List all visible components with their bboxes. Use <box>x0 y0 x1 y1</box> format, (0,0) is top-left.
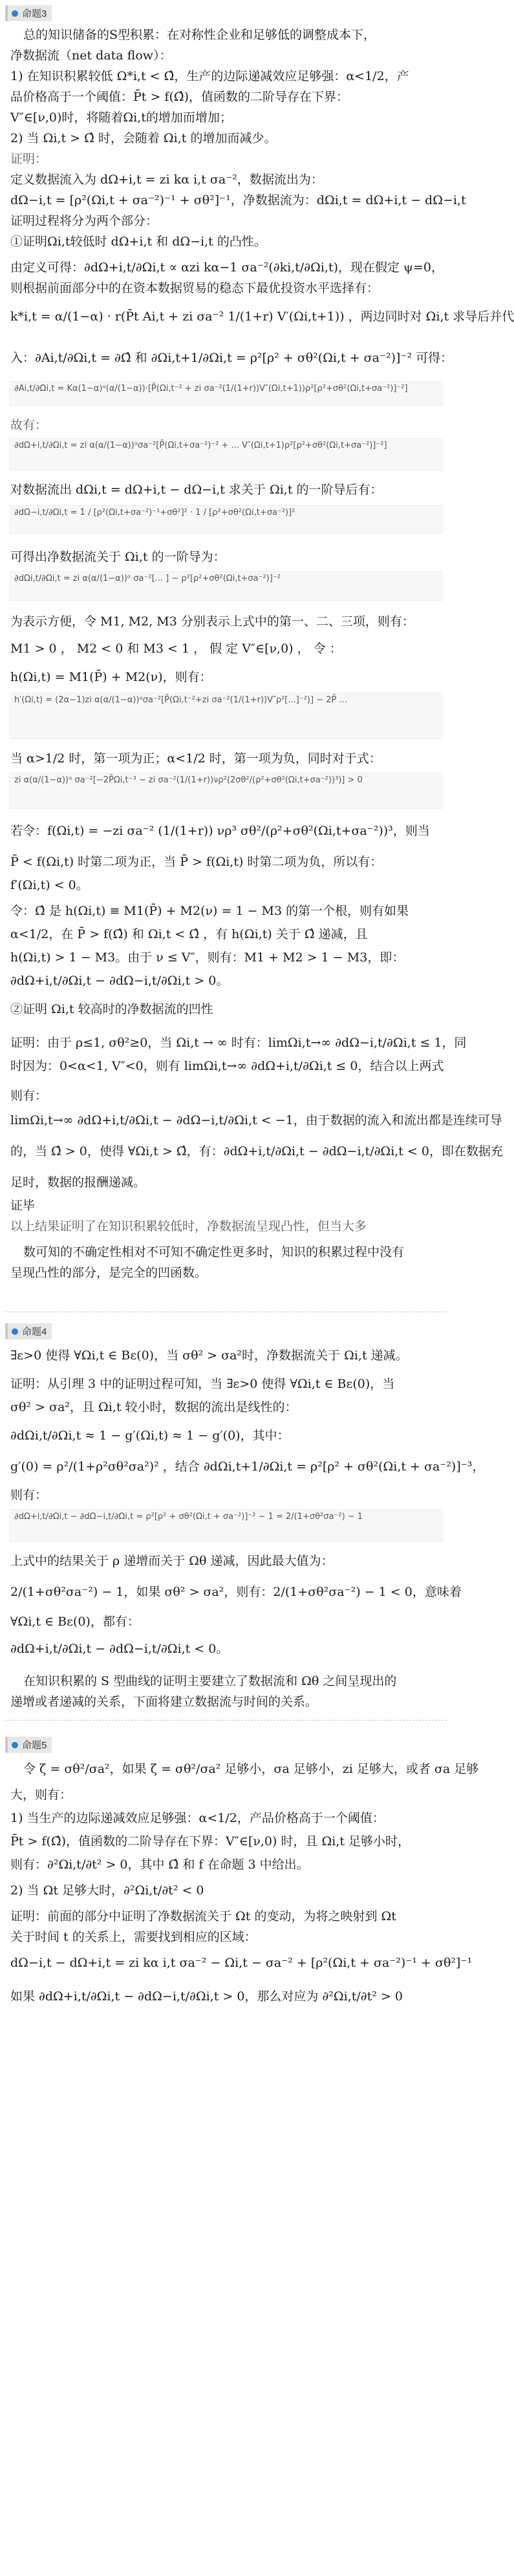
text-line: 由定义可得：∂dΩ+i,t/∂Ωi,t ∝ αzi kα−1 σa⁻²(∂ki,t/∂Ωi,t)，现在假定 ψ=0， <box>10 260 444 275</box>
text-line: 则有： <box>10 1488 48 1502</box>
text-line: dΩ−i,t = [ρ²(Ωi,t + σa⁻²)⁻¹ + σθ²]⁻¹，净数据流为：dΩi,t = dΩ+i,t − dΩ−i,t <box>10 193 466 207</box>
text-line: 入：∂Ai,t/∂Ωi,t = ∂Ω̂ 和 ∂Ωi,t+1/∂Ωi,t = ρ²[ρ² + σθ²(Ωi,t + σa⁻²)]⁻² 可得： <box>10 351 453 365</box>
text-line: 品价格高于一个阈值：P̄t > f(Ω̂)，值函数的二阶导存在下界： <box>10 90 349 104</box>
text-line: M1 > 0 ， M2 < 0 和 M3 < 1 ， 假 定 V″∈[ν,0) ， 令 ： <box>10 642 342 656</box>
text-line: 证明：从引理 3 中的证明过程可知，当 ∃ε>0 使得 ∀Ωi,t ∈ Bε(0)，当 <box>10 1377 395 1391</box>
text-line: 总的知识储备的S型积累：在对称性企业和足够低的调整成本下， <box>23 28 376 42</box>
proposition-4-title: 命题4 <box>22 1326 47 1337</box>
proposition-3-tag <box>5 5 52 21</box>
text-line: 大，则有： <box>10 1788 72 1802</box>
proposition-5-title: 命题5 <box>22 1740 47 1751</box>
text-line: 证明：由于 ρ≤1, σθ²≥0，当 Ωi,t → ∞ 时有：limΩi,t→∞ ∂dΩ−i,t/∂Ωi,t ≤ 1，同 <box>10 1036 467 1050</box>
bullet-dot-icon <box>12 10 18 17</box>
text-line: 证毕 <box>10 1199 36 1213</box>
proposition-5-section <box>0 1732 479 2571</box>
proposition-4-section <box>0 1318 485 1709</box>
text-line: g′(0) = ρ²/(1+ρ²σθ²σa²)² ，结合 ∂dΩi,t+1/∂Ωi,t = ρ²[ρ² + σθ²(Ωi,t + σa⁻²)]⁻³， <box>10 1460 485 1474</box>
text-line: f′(Ωi,t) < 0。 <box>10 878 89 892</box>
text-line: ①证明Ωi,t较低时 dΩ+i,t 和 dΩ−i,t 的凸性。 <box>10 235 266 249</box>
text-line: k*i,t = α/(1−α) · r(P̄t Ai,t + zi σa⁻² 1/(1+r) V′(Ωi,t+1)) ，两边同时对 Ωi,t 求导后并代 <box>10 309 514 324</box>
text-line: 对数据流出 dΩi,t = dΩ+i,t − dΩ−i,t 求关于 Ωi,t 的一阶导后有： <box>10 483 383 497</box>
text-line: 为表示方便，令 M1, M2, M3 分别表示上式中的第一、二、三项，则有： <box>10 614 414 629</box>
proposition-5-tag <box>5 1737 52 1753</box>
text-line: 上式中的结果关于 ρ 递增而关于 Ωθ 递减，因此最大值为： <box>10 1554 334 1568</box>
text-line: dΩ−i,t − dΩ+i,t = zi kα i,t σa⁻² − Ωi,t − σa⁻² + [ρ²(Ωi,t + σa⁻²)⁻¹ + σθ²]⁻¹ <box>10 1956 473 1970</box>
text-line: 证明：前面的部分中证明了净数据流关于 Ωt 的变动，为将之映射到 Ωt <box>10 1909 396 1923</box>
text-line: 则有： <box>10 1089 48 1103</box>
text-line: 递增或者递减的关系，下面将建立数据流与时间的关系。 <box>10 1695 318 1709</box>
text-line: 2) 当 Ωt 足够大时，∂²Ωi,t/∂t² < 0 <box>10 1883 204 1898</box>
text-line: 时因为：0<α<1, V″<0，则有 limΩi,t→∞ ∂dΩ+i,t/∂Ωi,t ≤ 0，结合以上两式 <box>10 1059 444 1073</box>
text-line: 则有：∂²Ωi,t/∂t² > 0，其中 Ω̂ 和 f 在命题 3 中给出。 <box>10 1858 309 1872</box>
equation-block: ∂dΩ−i,t/∂Ωi,t = 1 / [ρ²(Ωi,t+σa⁻²)⁻¹+σθ²]² · 1 / [ρ²+σθ²(Ωi,t+σa⁻²)]² <box>9 505 443 534</box>
text-line: h(Ωi,t) = M1(P̄) + M2(ν)，则有： <box>10 670 212 684</box>
text-line: α<1/2，在 P̄ > f(Ω̂) 和 Ωi,t < Ω̂ ，有 h(Ωi,t) 关于 Ω̂ 递减，且 <box>10 927 368 941</box>
text-line: ∂dΩ+i,t/∂Ωi,t − ∂dΩ−i,t/∂Ωi,t < 0。 <box>10 1642 229 1656</box>
equation-block: ∂dΩi,t/∂Ωi,t = zi α(α/(1−α))ᵅ σa⁻²[... ] − ρ²[ρ²+σθ²(Ωi,t+σa⁻²)]⁻² <box>9 571 443 601</box>
bullet-dot-icon <box>12 1328 18 1335</box>
qed-label: 以上结果证明了在知识积累较低时，净数据流呈现凸性，但当大多 <box>10 1219 367 1233</box>
text-line: σθ² > σa²，且 Ωi,t 较小时，数据的流出是线性的： <box>10 1400 297 1414</box>
text-line: 1) 当生产的边际递减效应足够强：α<1/2，产品价格高于一个阈值： <box>10 1811 385 1825</box>
text-line: 足时，数据的报酬递减。 <box>10 1175 146 1189</box>
text-line: 2) 当 Ωi,t > Ω̂ 时，会随着 Ωi,t 的增加而减少。 <box>10 131 277 145</box>
equation-block: h′(Ωi,t) = (2α−1)zi α(α/(1−α))ᵅσa⁻²[P̄(Ωi,t⁻²+zi σa⁻²(1/(1+r))V″ρ²[...]⁻²)] − 2P̄ ... <box>9 693 443 739</box>
text-line: 当 α>1/2 时，第一项为正；α<1/2 时，第一项为负，同时对于式： <box>10 751 381 766</box>
text-line: 关于时间 t 的关系上，需要找到相应的区域： <box>10 1930 257 1944</box>
text-line: 数可知的不确定性相对不可知不确定性更多时，知识的积累过程中没有 <box>23 1245 405 1259</box>
text-line: 1) 在知识积累较低 Ω*i,t < Ω̂，生产的边际递减效应足够强：α<1/2，产 <box>10 69 409 83</box>
equation-block: ∂dΩ+i,t/∂Ωi,t = zi α(α/(1−α))ᵅσa⁻²[P̄(Ωi,t+σa⁻²)⁻² + ... V″(Ωi,t+1)ρ²[ρ²+σθ²(Ωi,t+σa⁻²)]⁻²] <box>9 438 443 470</box>
proof-label: 证明： <box>10 152 48 166</box>
text-line: 令 ζ = σθ²/σa²，如果 ζ = σθ²/σa² 足够小，σa 足够小，zi 足够大，或者 σa 足够 <box>23 1762 479 1776</box>
text-line: h(Ωi,t) > 1 − M3。由于 ν ≤ V″，则有：M1 + M2 > 1 − M3，即： <box>10 950 405 965</box>
text-line: 的，当 Ω̂ > 0，使得 ∀Ωi,t > Ω̂，有：∂dΩ+i,t/∂Ωi,t − ∂dΩ−i,t/∂Ωi,t < 0，即在数据充 <box>10 1144 504 1158</box>
proposition-3-title: 命题3 <box>22 8 47 19</box>
text-line: P̄ < f(Ωi,t) 时第二项为正，当 P̄ > f(Ωi,t) 时第二项为负，所以有： <box>10 855 383 869</box>
equation-block: ∂dΩ+i,t/∂Ωi,t − ∂dΩ−i,t/∂Ωi,t ≈ ρ²[ρ² + σθ²(Ωi,t + σa⁻²)]⁻² − 1 = 2/(1+σθ²σa⁻²) − 1 <box>9 1509 443 1542</box>
text-line: 令：Ω̂ 是 h(Ωi,t) ≡ M1(P̄) + M2(ν) = 1 − M3 的第一个根，则有如果 <box>10 904 409 918</box>
text-line: 可得出净数据流关于 Ωi,t 的一阶导为： <box>10 550 226 564</box>
text-line: P̄t > f(Ω̂)，值函数的二阶导存在下界：V″∈[ν,0) 时，且 Ωi,t 足够小时， <box>10 1834 411 1848</box>
text-line: 故有： <box>10 418 48 432</box>
section-divider <box>5 1720 447 1721</box>
text-line: ∂dΩ+i,t/∂Ωi,t − ∂dΩ−i,t/∂Ωi,t > 0。 <box>10 974 229 988</box>
text-line: limΩi,t→∞ ∂dΩ+i,t/∂Ωi,t − ∂dΩ−i,t/∂Ωi,t < −1，由于数据的流入和流出都是连续可导 <box>10 1113 502 1127</box>
text-line: 证明过程将分为两个部分： <box>10 214 158 228</box>
proposition-4-tag <box>5 1323 52 1339</box>
text-line: 则根据前面部分中的在资本数据贸易的稳态下最优投资水平选择有： <box>10 281 380 295</box>
text-line: 若令：f(Ωi,t) = −zi σa⁻² (1/(1+r)) νρ³ σθ²/(ρ²+σθ²(Ωi,t+σa⁻²))³，则当 <box>10 824 430 838</box>
equation-block: ∂Ai,t/∂Ωi,t = Kα(1−α)ᵅ(α/(1−α))·[P̄(Ωi,t⁻² + zi σa⁻²(1/(1+r))V″(Ωi,t+1))ρ²[ρ²+σθ²(Ωi,t+σa⁻²)]⁻²] <box>9 381 443 406</box>
text-line: ∃ε>0 使得 ∀Ωi,t ∈ Bε(0)，当 σθ² > σa²时，净数据流关于 Ωi,t 递减。 <box>10 1348 408 1363</box>
equation-block: zi α(α/(1−α))ᵅ σa⁻²[−2P̄Ωi,t⁻³ − zi σa⁻²(1/(1+r))νρ²(2σθ²/(ρ²+σθ²(Ωi,t+σa⁻²))³)] > 0 <box>9 773 443 809</box>
text-line: ②证明 Ωi,t 较高时的净数据流的凹性 <box>10 1002 213 1016</box>
text-line: ∀Ωi,t ∈ Bε(0)，都有： <box>10 1615 140 1629</box>
text-line: 呈现凸性的部分，是完全的凹函数。 <box>10 1266 208 1280</box>
text-line: 定义数据流入为 dΩ+i,t = zi kα i,t σa⁻²，数据流出为： <box>10 173 323 187</box>
text-line: 净数据流（net data flow）： <box>10 48 172 63</box>
text-line: ∂dΩi,t/∂Ωi,t ≈ 1 − g′(Ωi,t) ≈ 1 − g′(0)，其中： <box>10 1429 290 1443</box>
text-line: V″∈[ν,0)时，将随着Ωi,t的增加而增加； <box>10 110 232 125</box>
text-line: 2/(1+σθ²σa⁻²) − 1，如果 σθ² > σa²，则有：2/(1+σθ²σa⁻²) − 1 < 0，意味着 <box>10 1585 462 1599</box>
text-line: 如果 ∂dΩ+i,t/∂Ωi,t − ∂dΩ−i,t/∂Ωi,t > 0，那么对应为 ∂²Ωi,t/∂t² > 0 <box>10 1989 403 2004</box>
bullet-dot-icon <box>12 1742 18 1748</box>
text-line: 在知识积累的 S 型曲线的证明主要建立了数据流和 Ωθ 之间呈现出的 <box>23 1674 397 1688</box>
